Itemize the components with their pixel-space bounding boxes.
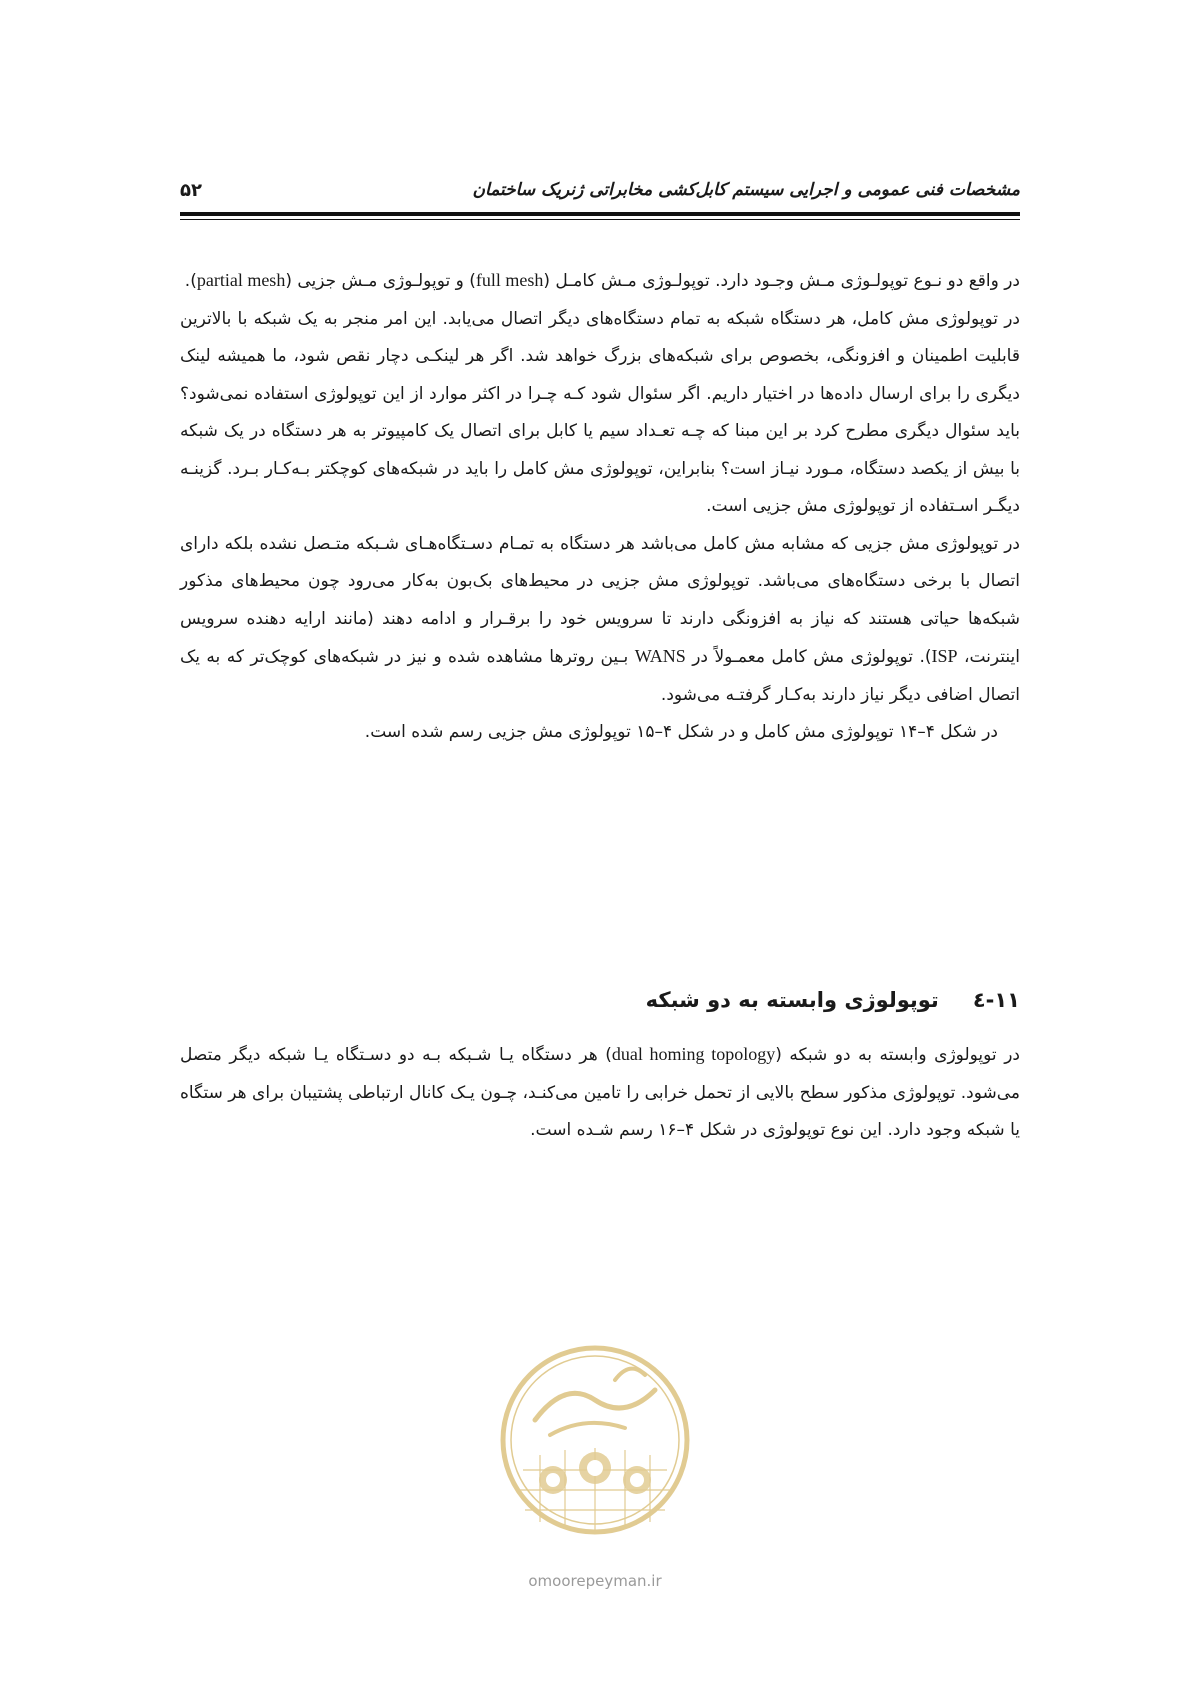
paragraph-full-mesh: در توپولوژی مش کامل، هر دستگاه شبکه به تمام دستگاه‌های دیگر اتصال می‌یابد. این امر منجر به یک شبکه با بالاترین قابلیت اطمینان و افزونگی، بخصوص برای شبکه‌های بزرگ خواهد شد. اگر هر لینکـی دچار نقص شود، ما همیشه لینک دیگری را برای ارسال داده‌ها در اختیار داریم. اگر سئوال شود کـه چـرا در اکثر موارد از این توپولوژی استفاده نمی‌شود؟ باید سئوال دیگری مطرح کرد بر این مبنا که چـه تعـداد سیم یا کابل برای اتصال یک کامپیوتر به هر دستگاه در یک شبکه با بیش از یکصد دستگاه، مـورد نیـاز است؟ بنابراین، توپولوژی مش کامل را باید در شبکه‌های کوچکتر بـه‌کـار بـرد. گزینـه دیگـر اسـتفاده از توپولوژی مش جزیی است. xyxy=(180,308,1020,516)
paragraph-figure-reference: در شکل ۴–۱۴ توپولوژی مش کامل و در شکل ۴–۱۵ توپولوژی مش جزیی رسم شده است. xyxy=(364,722,998,742)
section-body-text xyxy=(180,1036,1020,1150)
latin-term: partial mesh xyxy=(196,270,286,290)
text-span: ) هر دستگاه یـا شـبکه بـه دو دسـتگاه یـا شبکه دیگر متصل می‌شود. توپولوژی مذکور سطح بالایی از تحمل خرابی را تامین می‌کنـد، چـون یـک کانال ارتباطی پشتیبان برای هر ستگاه یا شبکه وجود دارد. این نوع توپولوژی در شکل ۴–۱۶ رسم شـده است. xyxy=(180,1045,1020,1140)
text-span: در توپولوژی مش جزیی که مشابه مش کامل می‌باشد هر دستگاه به تمـام دسـتگاه‌هـای شـبکه متـصل نشده بلکه دارای اتصال با برخی دستگاه‌های می‌باشد. توپولوژی مش جزیی در محیط‌های بک‌بون به‌کار می‌رود چون محیط‌های مذکور شبکه‌ها حیاتی هستند که نیاز به افزونگی دارند تا سرویس خود را برقـرار و ادامه دهند (مانند ارایه دهنده سرویس اینترنت، xyxy=(180,533,1020,667)
text-span: در واقع دو نـوع توپولـوژی مـش وجـود دارد. توپولـوژی مـش کامـل ( xyxy=(543,271,1020,291)
paragraph-mesh-types xyxy=(180,262,1020,301)
section-number: ۱۱-٤ xyxy=(972,988,1020,1012)
watermark-logo xyxy=(495,1340,695,1560)
section-heading xyxy=(180,988,1020,1012)
header-rule xyxy=(180,212,1020,216)
header-title: مشخصات فنی عمومی و اجرایی سیستم کابل‌کشی مخابراتی ژنریک ساختمان xyxy=(472,180,1020,200)
body-text xyxy=(180,262,1020,752)
latin-term: ISP xyxy=(931,646,958,666)
header-rule-thin xyxy=(180,219,1020,220)
text-span: ) و توپولـوژی مـش جزیی ( xyxy=(285,271,476,291)
section-title: توپولوژی وابسته به دو شبکه xyxy=(645,988,939,1012)
page-number: ۵۲ xyxy=(180,180,202,201)
text-span: ). xyxy=(184,271,197,291)
paragraph-dual-homing xyxy=(180,1036,1020,1150)
latin-term: WANS xyxy=(634,646,686,666)
latin-term: dual homing topology xyxy=(611,1044,776,1064)
watermark-site: omoorepeyman.ir xyxy=(528,1572,662,1590)
latin-term: full mesh xyxy=(475,270,544,290)
text-span: ). توپولوژی مش کامل معمـولاً در xyxy=(685,647,932,667)
text-span: در توپولوژی وابسته به دو شبکه ( xyxy=(775,1045,1020,1065)
running-header xyxy=(180,180,1020,214)
text-span: بـین روترها مشاهده شده و نیز در شبکه‌های کوچک‌تر که به یک اتصال اضافی دیگر نیاز دارند به‌کـار گرفتـه می‌شود. xyxy=(180,647,1020,705)
paragraph-partial-mesh xyxy=(180,526,1020,715)
